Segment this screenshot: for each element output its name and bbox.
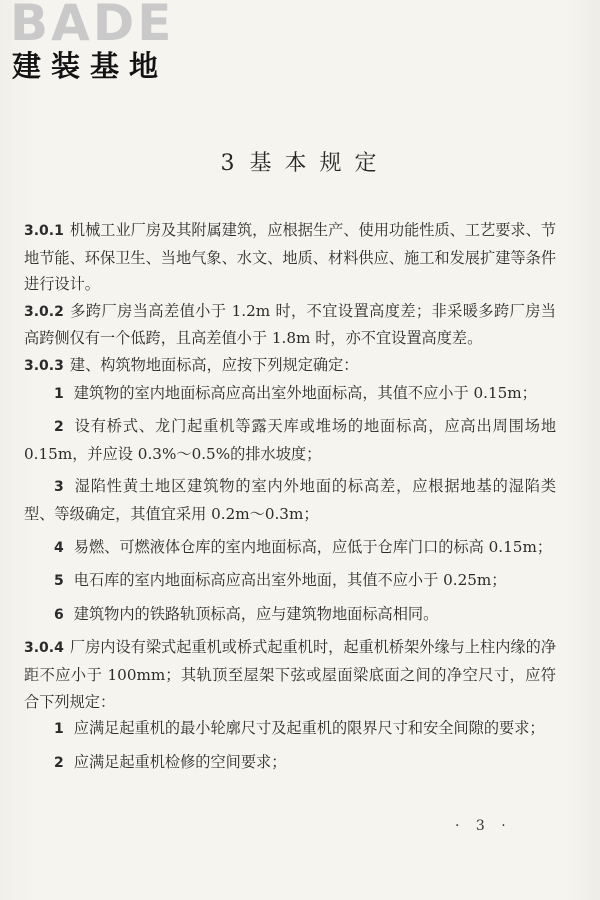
logo bbox=[10, 0, 180, 86]
clause-text: 机械工业厂房及其附属建筑，应根据生产、使用功能性质、工艺要求、节地节能、环保卫生、当地气象、水文、地质、材料供应、施工和发展扩建等条件进行设计。 bbox=[24, 221, 556, 294]
item-number: 1 bbox=[54, 385, 64, 402]
item-number: 2 bbox=[54, 419, 64, 436]
clause-number: 3.0.3 bbox=[24, 357, 64, 374]
clause-number: 3.0.4 bbox=[24, 640, 64, 657]
page-number: · 3 · bbox=[455, 818, 512, 834]
item-text: 应满足起重机检修的空间要求； bbox=[73, 752, 287, 771]
clause-text: 多跨厂房当高差值小于 1.2m 时，不宜设置高度差；非采暖多跨厂房当高跨侧仅有一个低跨，且高差值小于 1.8m 时，亦不宜设置高度差。 bbox=[24, 301, 556, 348]
item-text: 湿陷性黄土地区建筑物的室内外地面的标高差，应根据地基的湿陷类型、等级确定，其值宜采用 0.2m～0.3m； bbox=[24, 477, 556, 523]
item-number: 3 bbox=[54, 479, 64, 496]
logo-subtitle: 建装基地 bbox=[12, 49, 169, 83]
item-text: 设有桥式、龙门起重机等露天库或堆场的地面标高，应高出周围场地 0.15m，并应设 0.3%～0.5%的排水坡度； bbox=[24, 417, 556, 463]
item-number: 6 bbox=[54, 606, 64, 623]
clause-3-0-2 bbox=[24, 298, 556, 352]
clause-3-0-1 bbox=[24, 217, 556, 298]
list-item bbox=[24, 380, 556, 408]
list-item bbox=[24, 749, 556, 777]
logo-word: BADE bbox=[10, 0, 175, 52]
item-number: 4 bbox=[54, 539, 64, 556]
list-item bbox=[24, 715, 556, 743]
clause-text: 建、构筑物地面标高，应按下列规定确定： bbox=[69, 355, 359, 374]
clause-text: 厂房内设有梁式起重机或桥式起重机时，起重机桥架外缘与上柱内缘的净距不应小于 100mm；其轨顶至屋架下弦或屋面梁底面之间的净空尺寸，应符合下列规定： bbox=[24, 638, 556, 711]
clause-number: 3.0.1 bbox=[24, 223, 64, 239]
chapter-title bbox=[0, 146, 600, 177]
clause-3-0-4 bbox=[24, 634, 556, 715]
list-item bbox=[24, 413, 556, 467]
chapter-number: 3 bbox=[220, 151, 238, 176]
list-item bbox=[24, 601, 556, 629]
item-text: 应满足起重机的最小轮廓尺寸及起重机的限界尺寸和安全间隙的要求； bbox=[73, 719, 545, 738]
clause-3-0-3 bbox=[24, 352, 556, 380]
list-item bbox=[24, 473, 556, 527]
list-item bbox=[24, 567, 556, 595]
item-text: 建筑物的室内地面标高应高出室外地面标高，其值不应小于 0.15m； bbox=[73, 383, 537, 402]
clause-number: 3.0.2 bbox=[24, 303, 64, 320]
item-text: 建筑物内的铁路轨顶标高，应与建筑物地面标高相同。 bbox=[73, 604, 439, 623]
item-number: 5 bbox=[54, 573, 64, 590]
list-item bbox=[24, 534, 556, 562]
chapter-title-text: 基 本 规 定 bbox=[249, 151, 380, 176]
item-text: 电石库的室内地面标高应高出室外地面，其值不应小于 0.25m； bbox=[73, 571, 507, 590]
item-number: 2 bbox=[54, 754, 64, 771]
item-text: 易燃、可燃液体仓库的室内地面标高，应低于仓库门口的标高 0.15m； bbox=[73, 537, 553, 556]
item-number: 1 bbox=[54, 721, 64, 738]
document-body bbox=[24, 217, 556, 782]
